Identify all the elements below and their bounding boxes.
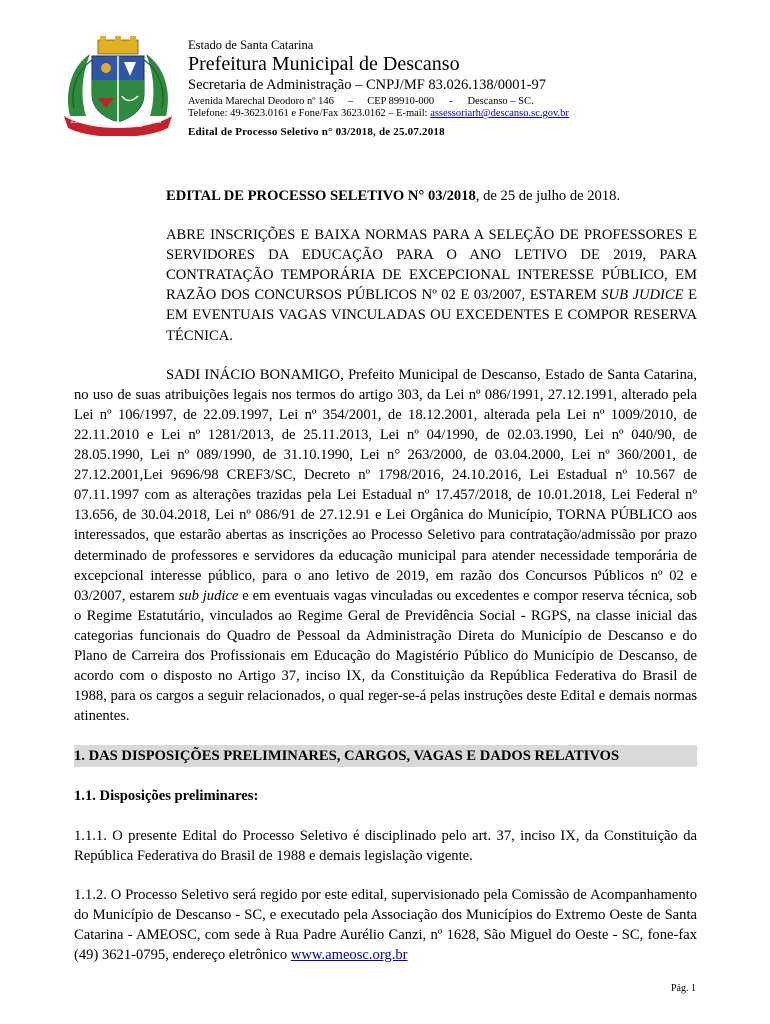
edital-title (166, 186, 697, 206)
prefeitura-name: Prefeitura Municipal de Descanso (188, 53, 460, 76)
preamble-italic: sub judice (178, 587, 239, 604)
page-number: Pág. 1 (671, 983, 696, 994)
phone-text: Telefone: 49-3623.0161 e Fone/Fax 3623.0162 – E-mail: (188, 108, 431, 120)
email-link[interactable]: assessoriarh@descanso.sc.gov.br (430, 108, 569, 120)
address-city: Descanso – SC. (467, 96, 534, 108)
address-street: Avenida Marechal Deodoro nº 146 (188, 96, 334, 108)
crest-year-left: 1956 (70, 118, 86, 125)
state-name: Estado de Santa Catarina (188, 38, 314, 52)
address-separator: – (347, 96, 354, 108)
crest-ribbon-text: DESCANSO (98, 120, 144, 129)
summary-italic: SUB JUDICE (601, 287, 684, 304)
municipal-coat-of-arms-icon (60, 36, 176, 136)
address-line (188, 96, 748, 108)
document-body (74, 186, 697, 965)
crest-year-right: 1959 (146, 118, 162, 125)
paragraph-1-1-1: 1.1.1. O presente Edital do Processo Seletivo é disciplinado pelo art. 37, inciso IX, da Constituição da República Federativa do Brasil de 1988 e demais legislação vigente. (74, 827, 697, 864)
section-heading: 1. DAS DISPOSIÇÕES PRELIMINARES, CARGOS, VAGAS E DADOS RELATIVOS (74, 745, 697, 767)
edital-reference: Edital de Processo Seletivo n° 03/2018, de 25.07.2018 (188, 126, 445, 139)
edital-title-bold: EDITAL DE PROCESSO SELETIVO N° 03/2018 (166, 188, 476, 204)
preamble-paragraph (74, 365, 697, 727)
paragraph-1-1-2 (74, 885, 697, 965)
preamble-text: e em eventuais vagas vinculadas ou excedentes e compor reserva técnica, sob o Regime Estatutário, vinculados ao Regime Geral de Previdência Social - RGPS, na classe inicial das categorias funcionais do Quadro de Pessoal da Administração Direta do Município de Descanso e do Plano de Carreira dos Profissionais em Educação do Magistério Público do Município de Descanso, de acordo com o disposto no Artigo 37, inciso IX, da Constituição da República Federativa do Brasil de 1988, para os cargos a seguir relacionados, o qual reger-se-á pelas instruções deste Edital e demais normas atinentes. (74, 587, 697, 725)
subsection-heading: 1.1. Disposições preliminares: (74, 788, 259, 805)
preamble-text: SADI INÁCIO BONAMIGO, Prefeito Municipal de Descanso, Estado de Santa Catarina, no uso de suas atribuições legais nos termos do artigo 303, da Lei nº 086/1991, 27.12.1991, alterado pela Lei nº 106/1997, de 22.09.1997, Lei nº 354/2001, de 18.12.2001, alterada pela Lei nº 1009/2010, de 22.11.2010 e Lei nº 1281/2013, de 25.11.2013, Lei nº 04/1990, de 02.03.1990, Lei nº 040/90, de 28.05.1990, Lei nº 089/1990, de 31.10.1990, Lei n° 263/2000, de 03.04.2000, Lei nº 360/2001, de 27.12.2001,Lei 9696/98 CREF3/SC, Decreto nº 1798/2016, 24.10.2016, Lei Estadual nº 10.567 de 07.11.1997 com as alterações trazidas pela Lei Estadual nº 17.457/2018, de 10.01.2018, Lei Federal nº 13.656, de 30.04.2018, Lei nº 086/91 de 27.12.91 e Lei Orgânica do Município, TORNA PÚBLICO aos interessados, que estarão abertas as inscrições ao Processo Seletivo para contratação/admissão por prazo determinado de professores e servidores da educação municipal para atender necessidade temporária de excepcional interesse público, para o ano letivo de 2019, em razão dos Concursos Públicos nº 02 e 03/2007, estarem (74, 366, 697, 604)
letterhead (188, 38, 748, 139)
summary-text: E EM EVENTUAIS VAGAS VINCULADAS OU EXCEDENTES E COMPOR RESERVA TÉCNICA. (166, 287, 697, 344)
secretaria-line: Secretaria de Administração – CNPJ/MF 83.026.138/0001-97 (188, 77, 547, 94)
paragraph-text: 1.1.2. O Processo Seletivo será regido por este edital, supervisionado pela Comissão de Acompanhamento do Município de Descanso - SC, e executado pela Associação dos Municípios do Extremo Oeste de Santa Catarina - AMEOSC, com sede à Rua Padre Aurélio Canzi, nº 1628, São Miguel do Oeste - SC, fone-fax (49) 3621-0795, endereço eletrônico (74, 886, 697, 963)
address-cep: CEP 89910-000 (367, 96, 435, 108)
edital-summary (166, 225, 697, 346)
ameosc-link[interactable]: www.ameosc.org.br (290, 947, 408, 963)
edital-title-date: , de 25 de julho de 2018. (475, 188, 621, 204)
address-separator: - (449, 96, 453, 108)
summary-text: ABRE INSCRIÇÕES E BAIXA NORMAS PARA A SELEÇÃO DE PROFESSORES E SERVIDORES DA EDUCAÇÃO PARA O ANO LETIVO DE 2019, PARA CONTRATAÇÃO TEMPORÁRIA DE EXCEPCIONAL INTERESSE PÚBLICO, EM RAZÃO DOS CONCURSOS PÚBLICOS Nº 02 E 03/2007, ESTAREM (166, 227, 697, 304)
phone-line (188, 108, 748, 120)
